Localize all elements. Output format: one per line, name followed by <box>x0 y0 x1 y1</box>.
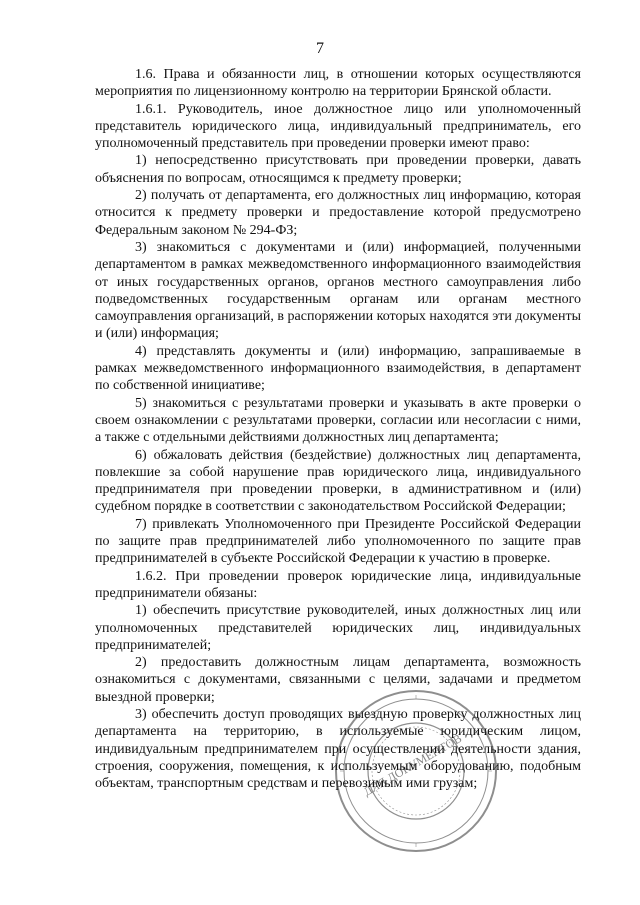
list-item-right-7: 7) привлекать Уполномоченного при Президенте Российской Федерации по защите прав предпринимателей либо уполномоченного по защите прав предпринимателей в субъекте Российской Федерации к участию в проверке. <box>95 516 581 567</box>
list-item-duty-1: 1) обеспечить присутствие руководителей, иных должностных лиц или уполномоченных представителей юридических лиц, индивидуальных предпринимателей; <box>95 603 581 653</box>
list-item-right-3: 3) знакомиться с документами и (или) информацией, полученными департаментом в рамках межведомственного информационного взаимодействия от иных государственных органов, органов местного самоуправления либо подведомственных государственным органам или органам местного самоуправления организаций, в распоряжении которых находятся эти документы и (или) информация; <box>95 239 581 342</box>
document-body <box>95 66 581 792</box>
paragraph-1-6-2: 1.6.2. При проведении проверок юридические лица, индивидуальные предприниматели обязаны: <box>95 568 581 601</box>
page-number: 7 <box>316 40 324 57</box>
list-item-duty-2: 2) предоставить должностным лицам департамента, возможность ознакомиться с документами, связанными с целями, задачами и предметом выездной проверки; <box>95 655 581 705</box>
paragraph-1-6: 1.6. Права и обязанности лиц, в отношении которых осуществляются мероприятия по лицензионному контролю на территории Брянской области. <box>95 67 581 100</box>
paragraph-1-6-1: 1.6.1. Руководитель, иное должностное лицо или уполномоченный представитель юридического лица, индивидуальный предприниматель, его уполномоченный представитель при проведении проверки имеют право: <box>95 101 581 152</box>
list-item-right-4: 4) представлять документы и (или) информацию, запрашиваемые в рамках межведомственного информационного взаимодействия, в департамент по собственной инициативе; <box>95 343 581 394</box>
official-stamp <box>333 688 499 854</box>
list-item-right-1: 1) непосредственно присутствовать при проведении проверки, давать объяснения по вопросам, относящимся к предмету проверки; <box>95 153 581 186</box>
list-item-right-2: 2) получать от департамента, его должностных лиц информацию, которая относится к предмету проверки и предоставление которой предусмотрено Федеральным законом № 294-ФЗ; <box>95 188 581 238</box>
list-item-right-5: 5) знакомиться с результатами проверки и указывать в акте проверки о своем ознакомлении с результатами проверки, согласии или несогласии с ними, а также с отдельными действиями должностных лиц департамента; <box>95 395 581 446</box>
stamp-text: ДЛЯ ДОКУМЕНТОВ <box>360 731 465 799</box>
list-item-duty-3: 3) обеспечить доступ проводящих выездную проверку должностных лиц департамента на территорию, в используемые юридическим лицом, индивидуальным предпринимателем при осуществлении деятельности здания, строения, сооружения, помещения, к используемым оборудованию, подобным объектам, транспортным средствам и перевозимым ими грузам; <box>95 706 581 792</box>
list-item-right-6: 6) обжаловать действия (бездействие) должностных лиц департамента, повлекшие за собой нарушение прав юридического лица, индивидуального предпринимателя при проведении проверки, в административном и (или) судебном порядке в соответствии с законодательством Российской Федерации; <box>95 447 581 515</box>
